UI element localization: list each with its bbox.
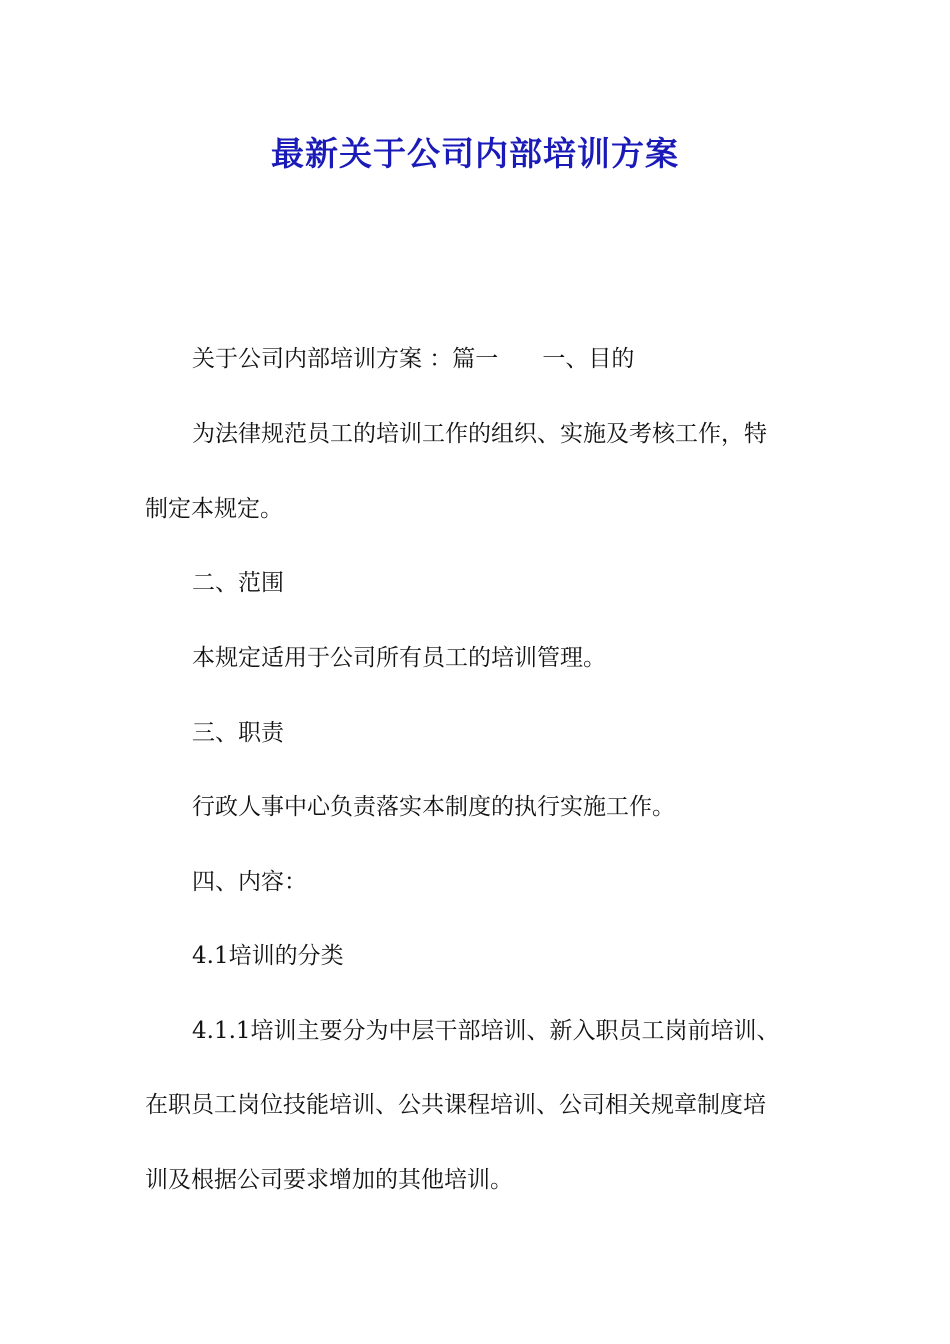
document-title: 最新关于公司内部培训方案: [271, 134, 679, 173]
paragraph-heading-purpose: [145, 344, 882, 374]
section-intro-text: 关于公司内部培训方案 ：篇一: [192, 346, 499, 372]
section-heading-scope: 二、范围: [192, 570, 284, 596]
paragraph-purpose-line-2: 制定本规定。: [145, 496, 283, 522]
paragraph-4-1-1-line-2: 在职员工岗位技能培训、公共课程培训、公司相关规章制度培: [145, 1092, 766, 1118]
section-heading-purpose: 一、目的: [542, 346, 635, 372]
paragraph-duties: 行政人事中心负责落实本制度的执行实施工作。: [192, 794, 675, 820]
paragraph-4-1-1-line-1: 4.1.1培训主要分为中层干部培训、新入职员工岗前培训、: [192, 1018, 780, 1044]
section-heading-content: 四、内容：: [192, 869, 307, 895]
paragraph-4-1-1-line-3: 训及根据公司要求增加的其他培训。: [145, 1167, 513, 1193]
section-heading-duties: 三、职责: [192, 720, 284, 746]
paragraph-purpose-line-1: 为法律规范员工的培训工作的组织、实施及考核工作，特: [192, 421, 767, 447]
paragraph-scope: 本规定适用于公司所有员工的培训管理。: [192, 645, 606, 671]
subsection-heading-4-1: 4.1培训的分类: [192, 943, 344, 969]
